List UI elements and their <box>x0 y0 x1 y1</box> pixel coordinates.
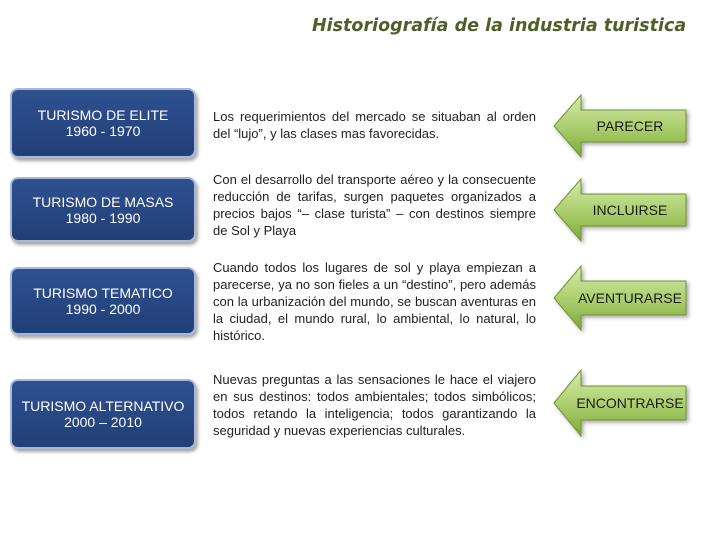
era-name: TURISMO ALTERNATIVO <box>21 398 185 414</box>
era-years: 1990 - 2000 <box>65 301 141 317</box>
era-description-masas: Con el desarrollo del transporte aéreo y la consecuente reducción de tarifas, surgen paquetes organizados a precios bajos “– clase turista” – con destinos siempre de Sol y Playa <box>213 172 536 238</box>
era-description-elite: Los requerimientos del mercado se situaban al orden del “lujo”, y las clases mas favorecidas. <box>213 109 536 141</box>
arrow-encontrarse <box>553 369 687 437</box>
era-name: TURISMO TEMATICO <box>33 285 173 301</box>
arrow-label: AVENTURARSE <box>578 290 682 306</box>
arrow-incluirse <box>553 178 687 242</box>
era-box-alternativo <box>10 379 196 449</box>
era-box-masas <box>10 177 196 242</box>
era-years: 2000 – 2010 <box>64 414 142 430</box>
era-description-alternativo: Nuevas preguntas a las sensaciones le hace el viajero en sus destinos: todos ambientales; todos simbólicos; todos retando la inteligencia; todos garantizando la seguridad y nuevas experiencias culturales. <box>213 372 536 438</box>
era-name: TURISMO DE MASAS <box>32 193 174 210</box>
era-years: 1980 - 1990 <box>65 209 141 226</box>
era-name: TURISMO DE ELITE <box>37 107 169 123</box>
page-title: Historiografía de la industria turistica <box>312 16 687 36</box>
era-box-tematico <box>10 267 196 335</box>
arrow-label: INCLUIRSE <box>592 202 668 218</box>
era-box-elite <box>10 88 196 158</box>
arrow-label: PARECER <box>596 118 664 134</box>
arrow-aventurarse <box>553 265 687 331</box>
arrow-label: ENCONTRARSE <box>576 395 684 411</box>
era-years: 1960 - 1970 <box>65 123 141 139</box>
era-description-tematico: Cuando todos los lugares de sol y playa empiezan a parecerse, ya no son fieles a un “destino”, pero además con la urbanización del mundo, se buscan aventuras en la ciudad, el mundo rural, lo ambiental, lo natural, lo histórico. <box>213 260 536 343</box>
arrow-parecer <box>553 94 687 158</box>
